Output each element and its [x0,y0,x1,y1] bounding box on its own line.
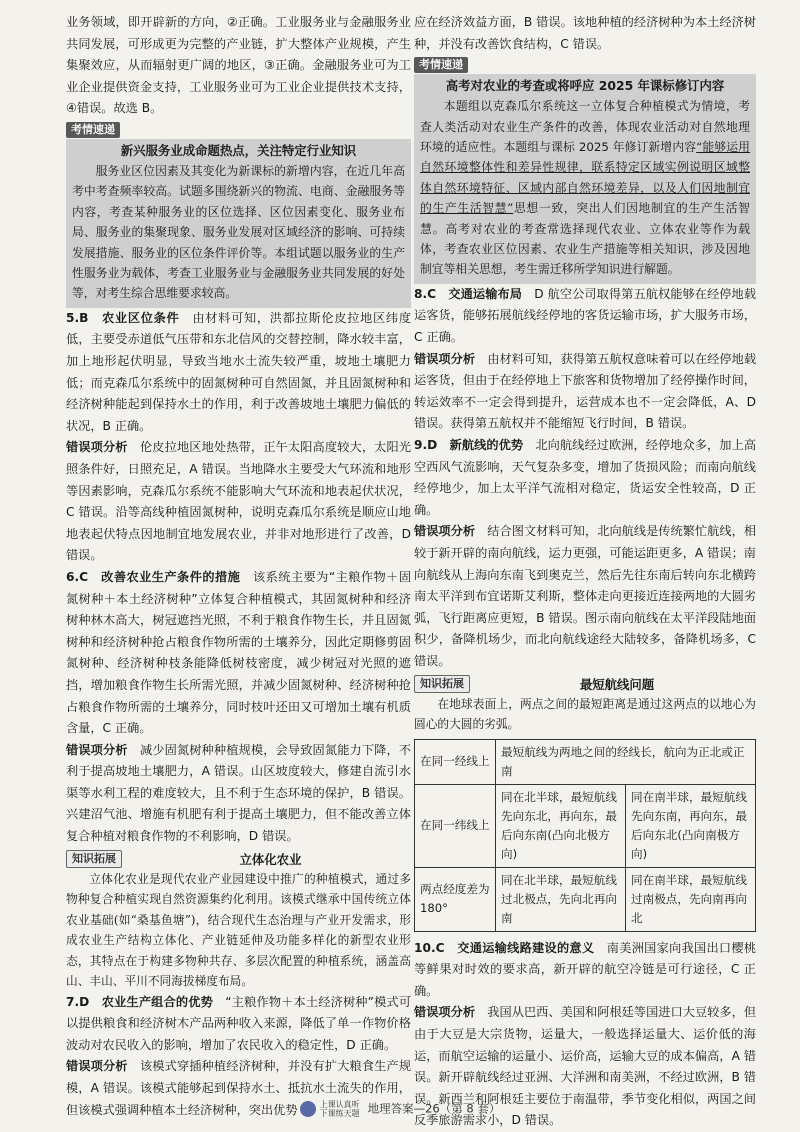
q5-topic: 农业区位条件 [102,310,180,325]
q7-number: 7.D [66,994,90,1009]
table-cell: 同在北半球，最短航线先向东北，再向东，最后向东南(凸向北极方向) [496,784,626,867]
q5-number: 5.B [66,310,89,325]
knowledge-title: 立体化农业 [239,851,302,867]
q10-answer [414,938,756,1003]
q9-number: 9.D [414,438,438,452]
exam-trend-badge: 考情速递 [66,122,120,138]
exam-trend-body: 服务业区位因素及其变化为新课标的新增内容，在近几年高考中考查频率较高。试题多围绕新兴的物流、电商、金融服务等内容，考查某种服务业的区位选择、区位因素变化、服务业布局、服务业的集聚现象、服务业发展对区域经济的影响、可持续发展措施、服务业的区位条件评价等。本组试题以服务业的生产性服务业为载体，考查工业服务业与金融服务业共同发展的好处等，对考生综合思维要求较高。 [72,163,405,301]
table-cell: 同在南半球，最短航线先向东南，再向东，最后向东北(凸向南极方向) [626,784,756,867]
q6-number: 6.C [66,569,89,584]
q7-answer [66,992,411,1057]
exam-trend-body-b: 思想一致，突出人们因地制宜的生产生活智慧。高考对农业的考查常选择现代农业、立体农业等作为载体，考查农业区位因素、农业生产措施等相关知识，涉及因地制宜等相关思想，考生需迁移所学知识进行解题。 [420,201,750,277]
q10-body: 南美洲国家向我国出口樱桃等鲜果对时效的要求高，新开辟的航空冷链是可行途径，C 正确。 [414,940,757,998]
error-label: 错误项分析 [414,1005,476,1020]
q8-topic: 交通运输布局 [448,286,522,301]
brand-line-2: 下课练天题 [319,1109,360,1118]
q5-error-body: 伦皮拉地区地处热带，正午太阳高度较大，太阳光照条件好，日照充足，A 错误。当地降水主要受大气环流和地形等因素影响，克森瓜尔系统不能影响大气环流和地表起伏状况，C 错误。沿等高线种植固氮树种，说明克森瓜尔系统是顺应山地地表起伏特点因地制宜地发展农业，并非对地形进行了改善，D 错误。 [66,440,412,563]
table-row [415,867,756,931]
q9-error-analysis [414,521,756,672]
q7-continuation: 应在经济效益方面，B 错误。该地种植的经济树种为本土经济树种，并没有改善饮食结构，C 错误。 [414,15,756,51]
exam-trend-body [420,96,750,280]
publisher-brand [320,1100,360,1118]
exam-trend-body-underlined: “能够运用自然环境整体性和差异性规律，联系特定区域实例说明区域整体自然环境特征、区域内部自然环境差异，以及人们因地制宜的生产生活智慧” [420,140,750,216]
right-column [414,12,756,1132]
q7-topic: 农业生产组合的优势 [101,994,213,1009]
knowledge-title: 最短航线问题 [579,676,655,692]
brand-line-1: 上课认真听 [319,1100,360,1109]
q5-answer [66,308,411,438]
q10-error-body: 我国从巴西、美国和阿根廷等国进口大豆较多，但由于大豆是大宗货物，运量大，一般选择运量大、运价低的海运，而航空运输的运量小、运价高，运输大豆的成本偏高，A 错误。新开辟航线经过亚洲、大洋洲和南美洲，不经过欧洲，B 错误。新西兰和阿根廷主要位于南温带，季节变化相似，两国之间反季旅游需求小，D 错误。 [414,1005,757,1128]
q8-error-analysis [414,349,756,435]
q7-error-body: 该模式穿插种植经济树种，并没有扩大粮食生产规模，A 错误。该模式能够起到保持水土、抵抗水土流失的作用，但该模式强调种植本土经济树种，突出优势 [66,1059,412,1117]
exam-trend-title: 高考对农业的考查或将呼应 2025 年课标修订内容 [445,78,725,94]
q6-error-body: 减少固氮树种种植规模，会导致固氮能力下降，不利于提高坡地土壤肥力，A 错误。山区坡度较大，修建自流引水渠等水利工程的难度较大，且不利于生态环境的保护，B 错误。兴建沼气池、增施有机肥有利于提高土壤肥力，但不能改善立体复合种植对粮食作物的不利影响，D 错误。 [66,742,412,844]
q6-error-analysis [66,740,411,848]
q10-number: 10.C [414,940,445,955]
q10-topic: 交通运输线路建设的意义 [457,940,595,955]
q9-topic: 新航线的优势 [449,438,524,452]
exam-trend-title: 新兴服务业成命题热点，关注特定行业知识 [120,142,357,158]
table-cell: 在同一纬线上 [415,784,496,867]
table-cell: 同在北半球，最短航线过北极点，先向北再向南 [496,867,626,931]
knowledge-box-2 [414,675,756,932]
error-label: 错误项分析 [414,351,476,366]
error-label: 错误项分析 [66,1059,128,1074]
q5-error-analysis [66,437,411,567]
q9-error-body: 结合图文材料可知，北向航线是传统繁忙航线，相较于新开辟的南向航线，运力更强，可能运距更多，A 错误；南向航线从上海向东南飞到奥克兰，然后先往东南后转向东北横跨南太平洋到布宜诺斯艾利斯，整体走向更接近连接两地的大圆劣弧，飞行距离应更短，B 错误。图示南向航线在太平洋段陆地面积少，备降机场少，而北向航线途经大陆较多，备降机场多，C 错误。 [414,524,757,668]
table-cell: 在同一经线上 [415,739,496,784]
q8-body: D 航空公司取得第五航权能够在经停地载运客货，能够拓展航线经停地的客货运输市场，扩大服务市场，C 正确。 [414,286,757,345]
error-label: 错误项分析 [66,742,128,757]
exam-trend-box-2 [414,57,756,284]
table-cell: 两点经度差为 180° [415,867,496,931]
table-cell: 最短航线为两地之间的经线长，航向为正北或正南 [496,739,756,784]
exam-trend-box-1 [66,122,411,308]
exam-trend-body-a: 本题组以克森瓜尔系统这一立体复合种植模式为情境，考查人类活动对农业生产条件的改善，体现农业活动对自然地理环境的适应性。本题组与课标 2025 年修订新增内容 [420,99,750,154]
table-row [415,784,756,867]
knowledge-badge: 知识拓展 [414,675,470,693]
q6-answer [66,567,411,740]
table-cell: 同在南半球，最短航线过南极点，先向南再向北 [626,867,756,931]
q7-body: “主粮作物＋本土经济树种”模式可以提供粮食和经济树木产品两种收入来源，降低了单一作物价格波动对农民收入的影响，增加了农民收入的稳定性，D 正确。 [66,994,412,1052]
publisher-logo-icon [300,1101,316,1117]
shortest-route-table [414,739,756,932]
q8-error-body: 由材料可知，获得第五航权意味着可以在经停地载运客货，但由于在经停地上下旅客和货物增加了经停操作时间，转运效率不一定会得到提升，运营成本也不一定会降低，A、D 错误。获得第五航权并不能缩短飞行时间，B 错误。 [414,351,757,431]
page-number: 地理答案—26（第 8 套） [367,1101,501,1116]
knowledge-box-1 [66,850,411,992]
q5-body: 由材料可知，洪都拉斯伦皮拉地区纬度低，主要受赤道低气压带和东北信风的交替控制，降水较丰富，加上地形起伏明显，导致当地水土流失较严重，坡地土壤肥力低；而克森瓜尔系统中的固氮树种可自然固氮，并且固氮树种和经济树种能起到保持水土的作用，利于改善坡地土壤肥力偏低的状况，B 正确。 [66,310,412,433]
q8-number: 8.C [414,286,437,301]
page-footer [0,1100,800,1118]
q9-body: 北向航线经过欧洲，经停地众多，加上高空西风气流影响，天气复杂多变，增加了货损风险；而南向航线经停地少，加上太平洋气流相对稳定，货运安全性较高，D 正确。 [414,438,757,517]
error-label: 错误项分析 [66,440,128,455]
q6-topic: 改善农业生产条件的措施 [101,569,241,584]
knowledge-intro: 在地球表面上，两点之间的最短距离是通过这两点的以地心为圆心的大圆的劣弧。 [414,696,756,732]
q9-answer [414,435,756,521]
q6-body: 该系统主要为“主粮作物＋固氮树种＋本土经济树种”立体复合种植模式，其固氮树种和经济树种林木高大，树冠遮挡光照，不利于粮食作物生长，并且固氮树种和经济树种抢占粮食作物所需的土壤养分，因此定期修剪固氮树种、经济树种枝条能降低树枝密度，减少树冠对光照的遮挡，增加粮食作物生长所需光照，并减少固氮树种、经济树种抢占粮食作物所需的土壤养分，同时枝叶还田又可增加土壤有机质含量，C 正确。 [66,569,412,736]
exam-trend-badge: 考情速递 [414,57,468,73]
knowledge-body: 立体化农业是现代农业产业园建设中推广的种植模式，通过多物种复合种植实现自然资源集约化利用。该模式继承中国传统立体农业基础(如“桑基鱼塘”)，结合现代生态治理与产业开发需求，形成农业生产结构立体化、产业链延伸及功能多样化的新型农业形态，其特点在于构建多物种共存、多层次配置的种植系统，涵盖高山、丰山、平川不同海拔梯度布局。 [66,871,411,989]
table-row [415,739,756,784]
knowledge-badge: 知识拓展 [66,850,122,868]
q4-continuation: 业务领域，即开辟新的方向，②正确。工业服务业与金融服务业共同发展，可形成更为完整的产业链，扩大整体产业规模，产生集聚效应，从而辐射更广阔的地区，③正确。金融服务业可为工业企业提供资金支持，工业服务业可为工业企业提供技术支持，④错误。故选 B。 [66,15,411,116]
q8-answer [414,284,756,349]
error-label: 错误项分析 [414,524,476,539]
left-column [66,12,411,1121]
